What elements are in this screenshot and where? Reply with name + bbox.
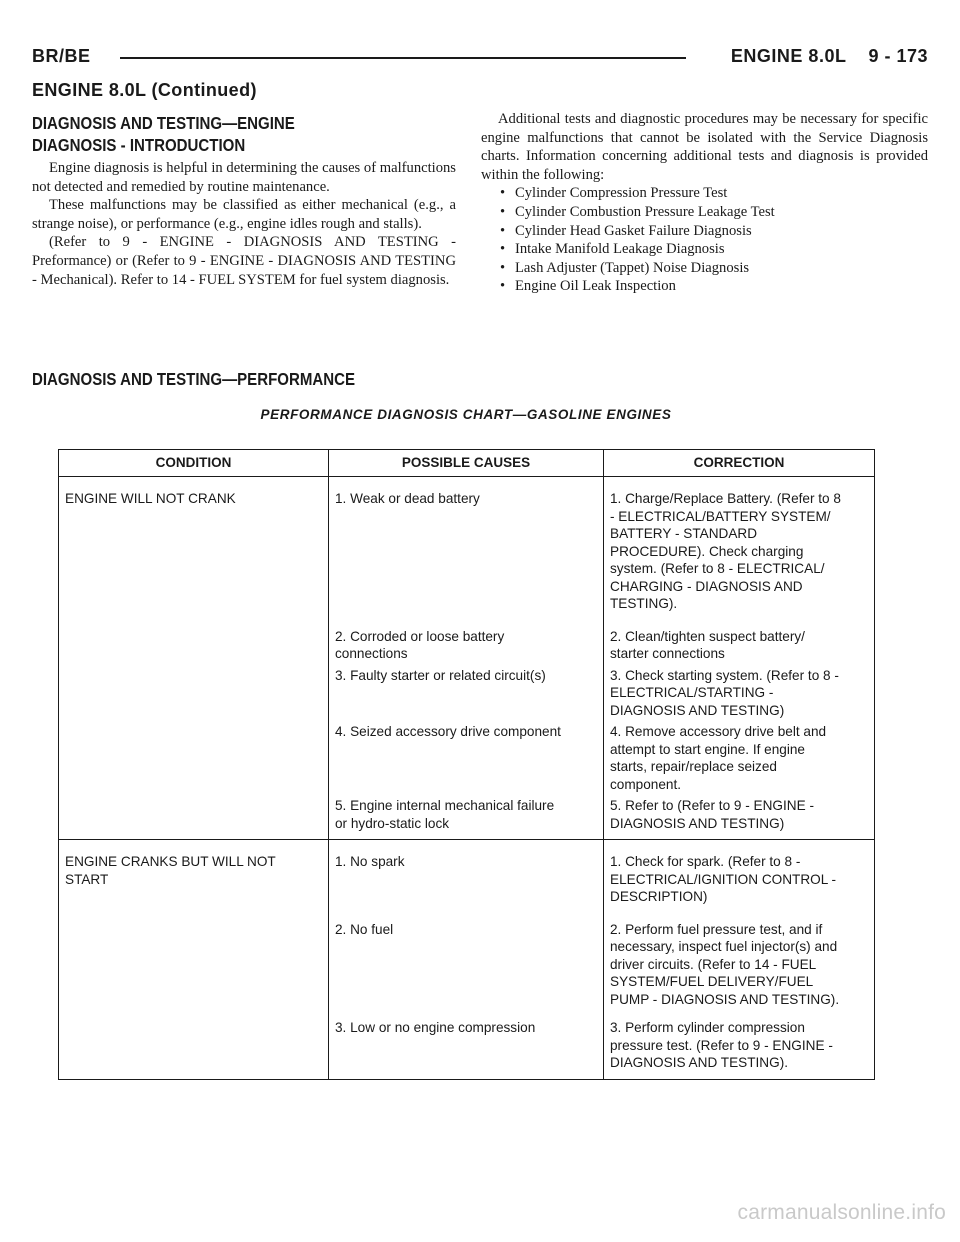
table-cell-cause	[329, 793, 604, 840]
table-cell-correction	[604, 840, 875, 906]
list-item: • Cylinder Combustion Pressure Leakage Test	[500, 203, 775, 220]
table-row	[59, 1008, 875, 1079]
cell-line: 3. Check starting system. (Refer to 8 -	[610, 667, 839, 683]
list-item: • Intake Manifold Leakage Diagnosis	[500, 241, 725, 258]
cell-line: TESTING).	[610, 596, 678, 611]
cell-line: 3. Perform cylinder compression	[610, 1020, 805, 1035]
intro-paragraph-2: These malfunctions may be classified as either mechanical (e.g., a strange noise), or performance (e.g., engine idles rough and stalls).	[32, 197, 456, 232]
cell-line: starter connections	[610, 646, 725, 661]
bullet-icon: •	[500, 259, 506, 276]
intro-right-column	[481, 110, 928, 296]
cell-line: 2. Corroded or loose battery	[335, 628, 505, 644]
table-cell-cause	[329, 1008, 604, 1079]
intro-heading-line1: DIAGNOSIS AND TESTING—ENGINE	[32, 113, 295, 133]
table-cell-correction	[604, 663, 875, 720]
bullet-icon: •	[500, 203, 506, 220]
header-right	[731, 46, 928, 67]
cell-line: ELECTRICAL/IGNITION CONTROL -	[610, 871, 837, 887]
test-list	[481, 184, 928, 296]
cell-line: system. (Refer to 8 - ELECTRICAL/	[610, 561, 825, 576]
cell-line: starts, repair/replace seized	[610, 759, 777, 774]
intro-paragraph-3: (Refer to 9 - ENGINE - DIAGNOSIS AND TESTING - Preformance) or (Refer to 9 - ENGINE - DIAGNOSIS AND TESTING - Mechanical). Refer to 14 - FUEL SYSTEM for fuel system diagnosis.	[32, 234, 456, 288]
page-number: 9 - 173	[868, 46, 928, 66]
cell-line: SYSTEM/FUEL DELIVERY/FUEL	[610, 974, 814, 989]
table-row	[59, 906, 875, 1009]
performance-heading: DIAGNOSIS AND TESTING—PERFORMANCE	[32, 369, 356, 389]
cell-line: ENGINE WILL NOT CRANK	[65, 491, 236, 506]
cell-line: necessary, inspect fuel injector(s) and	[610, 939, 838, 954]
table-row	[59, 613, 875, 663]
table-cell-condition	[59, 840, 329, 906]
cell-line: 2. Clean/tighten suspect battery/	[610, 628, 805, 644]
intro-paragraph-4: Additional tests and diagnostic procedures may be necessary for specific engine malfunctions that cannot be isolated with the Service Diagnosis charts. Information concerning additional tests and diagnosis is provided within the following:	[481, 111, 928, 183]
table-cell-condition	[59, 719, 329, 793]
bullet-icon: •	[500, 278, 506, 295]
intro-heading-line2: DIAGNOSIS - INTRODUCTION	[32, 135, 246, 155]
cell-line: BATTERY - STANDARD	[610, 526, 758, 541]
table-cell-correction	[604, 1008, 875, 1079]
table-cell-cause	[329, 663, 604, 720]
list-item: • Lash Adjuster (Tappet) Noise Diagnosis	[500, 259, 750, 276]
cell-line: PUMP - DIAGNOSIS AND TESTING).	[610, 991, 840, 1007]
table-cell-cause	[329, 906, 604, 1009]
column-header: CORRECTION	[604, 450, 875, 477]
table-cell-cause	[329, 613, 604, 663]
table-cell-cause	[329, 719, 604, 793]
cell-line: component.	[610, 776, 682, 792]
watermark: carmanualsonline.info	[737, 1201, 946, 1224]
page-header	[32, 44, 928, 74]
cell-line: pressure test. (Refer to 9 - ENGINE -	[610, 1037, 833, 1053]
table-header-row	[59, 450, 875, 477]
cell-line: PROCEDURE). Check charging	[610, 543, 804, 559]
table-cell-correction	[604, 477, 875, 613]
cell-line: 4. Remove accessory drive belt and	[610, 724, 827, 739]
list-item: • Cylinder Compression Pressure Test	[500, 185, 728, 202]
cell-line: 2. Perform fuel pressure test, and if	[610, 921, 823, 937]
bullet-icon: •	[500, 241, 506, 258]
diagnosis-table	[58, 449, 875, 1080]
intro-paragraph-1: Engine diagnosis is helpful in determining the causes of malfunctions not detected and remedied by routine maintenance.	[32, 160, 456, 195]
cell-line: or hydro-static lock	[335, 815, 450, 831]
cell-line: 5. Engine internal mechanical failure	[335, 798, 555, 813]
cell-line: 5. Refer to (Refer to 9 - ENGINE -	[610, 798, 814, 813]
table-cell-condition	[59, 793, 329, 840]
table-cell-condition	[59, 906, 329, 1009]
table-row	[59, 477, 875, 613]
cell-line: CHARGING - DIAGNOSIS AND	[610, 578, 803, 594]
cell-line: 1. Check for spark. (Refer to 8 -	[610, 854, 801, 869]
table-cell-condition	[59, 1008, 329, 1079]
table-row	[59, 793, 875, 840]
cell-line: ENGINE CRANKS BUT WILL NOT	[65, 854, 276, 869]
cell-line: ELECTRICAL/STARTING -	[610, 685, 774, 700]
cell-line: attempt to start engine. If engine	[610, 741, 805, 757]
cell-line: 1. Weak or dead battery	[335, 491, 480, 506]
cell-line: 3. Low or no engine compression	[335, 1020, 536, 1035]
cell-line: DIAGNOSIS AND TESTING).	[610, 1055, 789, 1070]
cell-line: 3. Faulty starter or related circuit(s)	[335, 667, 546, 683]
cell-line: DIAGNOSIS AND TESTING)	[610, 702, 785, 718]
table-cell-condition	[59, 613, 329, 663]
table-cell-cause	[329, 840, 604, 906]
table-cell-correction	[604, 719, 875, 793]
table-cell-correction	[604, 906, 875, 1009]
list-item: • Engine Oil Leak Inspection	[500, 278, 676, 295]
table-cell-condition	[59, 477, 329, 613]
table-body	[59, 477, 875, 1080]
bullet-icon: •	[500, 222, 506, 239]
table-row	[59, 719, 875, 793]
cell-line: - ELECTRICAL/BATTERY SYSTEM/	[610, 508, 831, 524]
table-row	[59, 840, 875, 906]
table-cell-cause	[329, 477, 604, 613]
header-section: ENGINE 8.0L	[730, 46, 847, 66]
header-rule	[120, 57, 686, 59]
table-cell-correction	[604, 793, 875, 840]
cell-line: 1. Charge/Replace Battery. (Refer to 8	[610, 491, 841, 506]
table-title: PERFORMANCE DIAGNOSIS CHART—GASOLINE ENGINES	[260, 407, 672, 422]
cell-line: driver circuits. (Refer to 14 - FUEL	[610, 956, 817, 972]
cell-line: 1. No spark	[335, 854, 405, 869]
cell-line: connections	[335, 646, 408, 661]
list-item: • Cylinder Head Gasket Failure Diagnosis	[500, 222, 752, 239]
cell-line: 4. Seized accessory drive component	[335, 724, 561, 739]
continued-title: ENGINE 8.0L (Continued)	[32, 80, 257, 100]
cell-line: 2. No fuel	[335, 921, 394, 937]
table-cell-correction	[604, 613, 875, 663]
cell-line: DIAGNOSIS AND TESTING)	[610, 815, 785, 831]
table-cell-condition	[59, 663, 329, 720]
intro-left-column	[32, 110, 456, 289]
cell-line: DESCRIPTION)	[610, 889, 708, 904]
cell-line: START	[65, 871, 109, 887]
table-row	[59, 663, 875, 720]
column-header: CONDITION	[59, 450, 329, 477]
header-model: BR/BE	[32, 46, 91, 66]
bullet-icon: •	[500, 185, 506, 202]
column-header: POSSIBLE CAUSES	[329, 450, 604, 477]
